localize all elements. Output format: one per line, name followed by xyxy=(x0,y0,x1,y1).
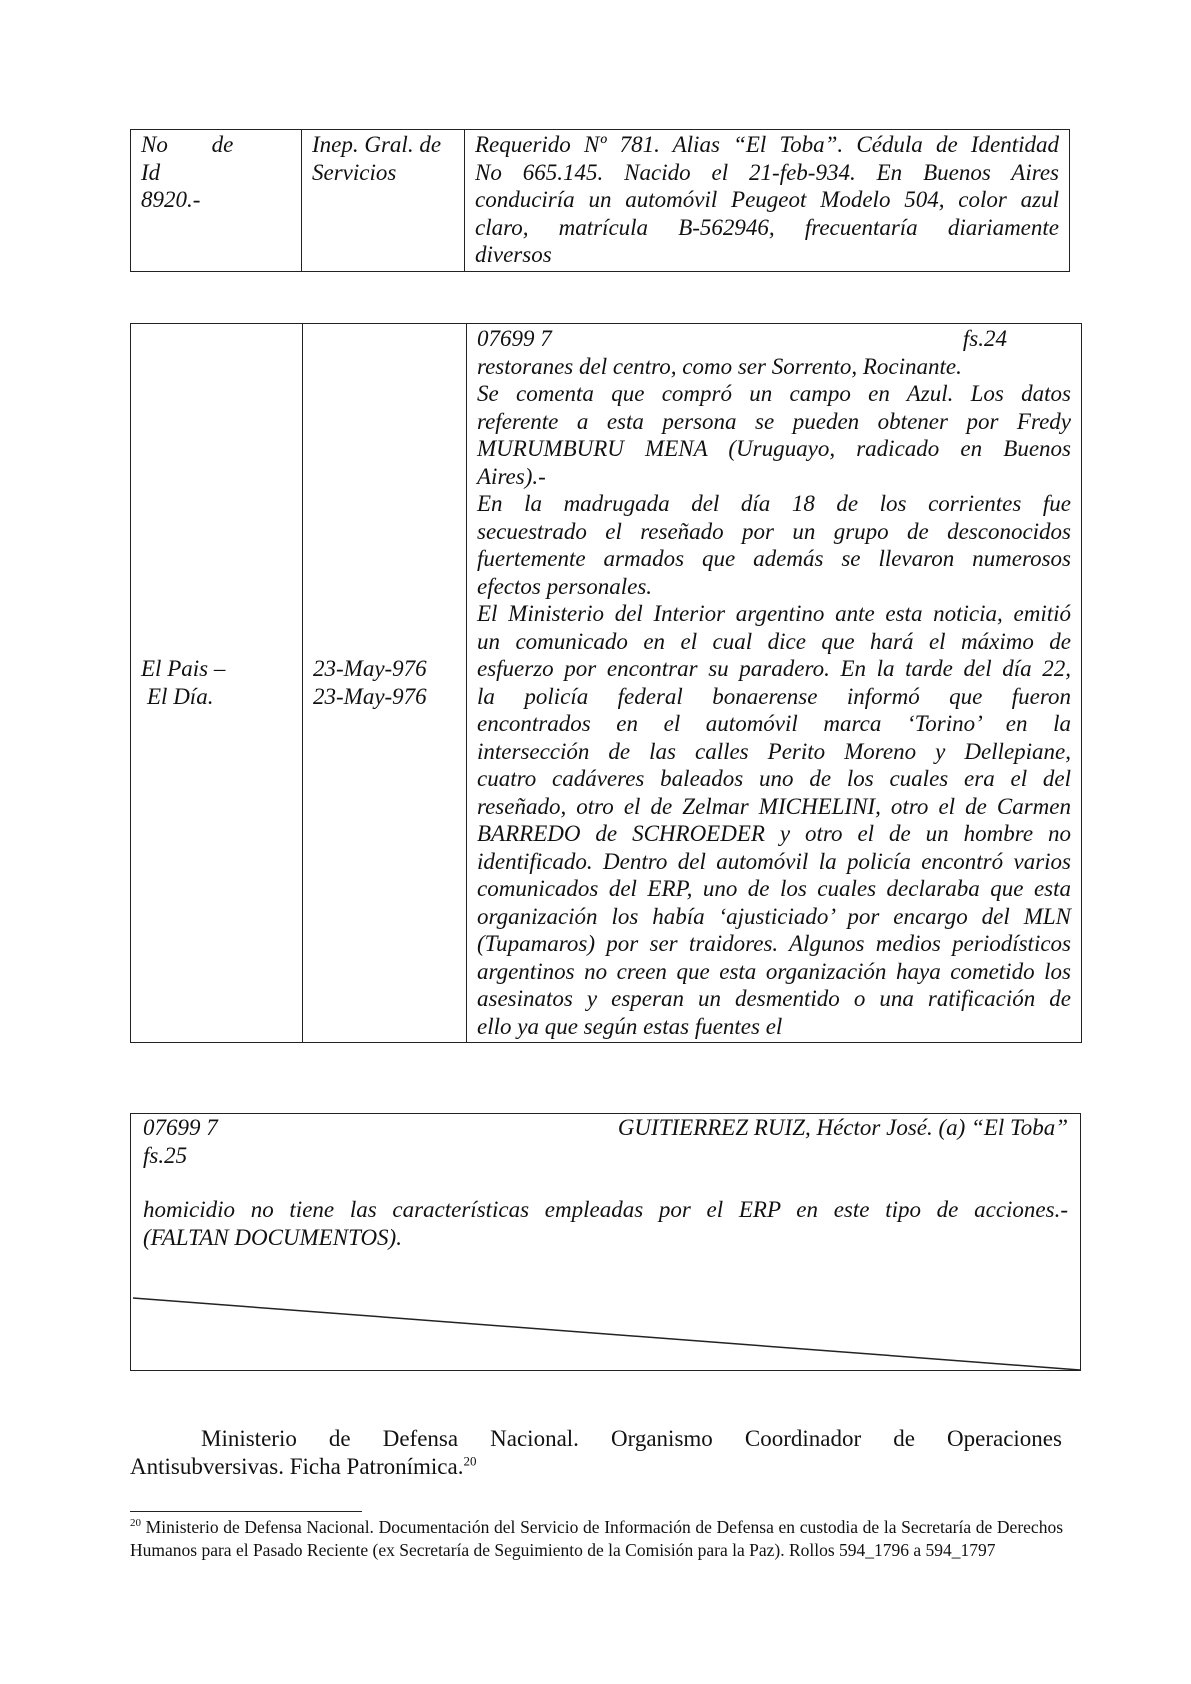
caption-word: de xyxy=(893,1426,915,1451)
id-label-text: No de Id xyxy=(141,132,234,185)
description-cell xyxy=(465,130,1070,272)
footnote-ref: 20 xyxy=(463,1453,477,1469)
record-table-2 xyxy=(130,323,1082,1043)
subject-name: GUITIERREZ RUIZ, Héctor José. (a) “El Toba” xyxy=(617,1115,1068,1140)
footnote xyxy=(130,1516,1063,1562)
table-row xyxy=(131,130,1070,272)
date-line: 23-May-976 xyxy=(313,656,427,681)
text-line: un comunicado en el cual dice que hará el máximo de xyxy=(477,628,1071,654)
continuation-box xyxy=(130,1113,1081,1371)
record-table-1 xyxy=(130,129,1070,272)
caption-word: Nacional. xyxy=(490,1426,579,1451)
blank-line xyxy=(143,1169,1068,1196)
text-line: homicidio no tiene las características empleadas por el ERP en este tipo de acciones.- xyxy=(143,1197,1068,1222)
article-cell xyxy=(467,324,1082,1043)
text-line: encontrados en el automóvil marca ‘Torino’ en la xyxy=(477,711,1071,736)
text-line: diversos xyxy=(475,242,552,267)
article-text xyxy=(477,353,1071,1041)
folio-number: fs.24 xyxy=(962,326,1007,351)
caption-line xyxy=(130,1453,1062,1481)
text-line: Requerido Nº 781. Alias “El Toba”. Cédula de Identidad xyxy=(475,132,1059,157)
caption-word: Organismo xyxy=(611,1426,713,1451)
date-line: 23-May-976 xyxy=(313,683,427,709)
folio-header xyxy=(477,325,1071,353)
text-line: ello ya que según estas fuentes el xyxy=(477,1013,783,1039)
text-line: En la madrugada del día 18 de los corrientes fue xyxy=(477,491,1071,516)
footnote-number: 20 xyxy=(130,1517,141,1530)
text-line: BARREDO de SCHROEDER y otro el de un hombre no xyxy=(477,821,1071,846)
text-line: la policía federal bonaerense informó que fueron xyxy=(477,683,1071,709)
caption-line xyxy=(130,1425,1062,1453)
caption-word: de xyxy=(328,1426,351,1451)
text-line: claro, matrícula B-562946, frecuentaría diariamente xyxy=(475,214,1059,240)
text-line: fuertemente armados que además se llevaron numerosos xyxy=(477,546,1071,571)
text-line: comunicados del ERP, uno de los cuales declaraba que esta xyxy=(477,876,1071,901)
text-line: argentinos no creen que esta organización haya cometido los xyxy=(477,958,1071,984)
text-line: organización los había ‘ajusticiado’ por encargo del MLN xyxy=(477,903,1071,929)
text-line: referente a esta persona se pueden obtener por Fredy xyxy=(477,408,1071,434)
text-line: esfuerzo por encontrar su paradero. En la tarde del día 22, xyxy=(477,656,1071,681)
text-line: secuestrado el reseñado por un grupo de desconocidos xyxy=(477,518,1071,544)
text-line: efectos personales. xyxy=(477,573,653,599)
footnote-text: Ministerio de Defensa Nacional. Documentación del Servicio de Información de Defensa en custodia de la Secretaría de Derechos Humanos para el Pasado Reciente (ex Secretaría de Seguimiento de la Comisión para la Paz). Rollos 594_1796 a 594_1797 xyxy=(130,1517,1063,1560)
source-cell xyxy=(302,130,465,272)
text-line: reseñado, otro el de Zelmar MICHELINI, otro el de Carmen xyxy=(477,793,1071,819)
date-cell xyxy=(303,324,467,1043)
text-line: asesinatos y esperan un desmentido o una ratificación de xyxy=(477,986,1071,1011)
caption-text: Antisubversivas. Ficha Patronímica. xyxy=(130,1454,464,1479)
file-code: 07699 7 xyxy=(477,326,552,351)
source-line: Inep. Gral. de xyxy=(312,132,442,157)
caption-word: Defensa xyxy=(382,1426,459,1451)
text-line: conduciría un automóvil Peugeot Modelo 504, color azul xyxy=(475,187,1059,212)
caption-word: Coordinador xyxy=(744,1426,862,1451)
text-line: Se comenta que compró un campo en Azul. Los datos xyxy=(477,381,1071,406)
text-line: intersección de las calles Perito Moreno y Dellepiane, xyxy=(477,738,1071,764)
text-line: restoranes del centro, como ser Sorrento, Rocinante. xyxy=(477,353,962,379)
folio-header xyxy=(143,1114,1068,1142)
text-line: Aires).- xyxy=(477,463,546,489)
newspaper-line: El Pais – xyxy=(141,656,226,681)
file-code: 07699 7 xyxy=(143,1115,218,1140)
text-line: (Tupamaros) por ser traidores. Algunos medios periodísticos xyxy=(477,931,1071,956)
footnote-divider xyxy=(130,1511,362,1512)
text-line: cuatro cadáveres baleados uno de los cuales era el del xyxy=(477,766,1071,791)
newspaper-cell xyxy=(131,324,303,1043)
text-line: identificado. Dentro del automóvil la policía encontró varios xyxy=(477,848,1071,874)
caption-word: Operaciones xyxy=(947,1426,1062,1451)
id-number: 8920.- xyxy=(141,187,201,212)
continuation-text xyxy=(143,1114,1068,1251)
source-line: Servicios xyxy=(312,159,397,185)
text-line: MURUMBURU MENA (Uruguayo, radicado en Buenos xyxy=(477,436,1071,461)
caption-paragraph xyxy=(130,1425,1062,1481)
table-row xyxy=(131,324,1082,1043)
folio-number: fs.25 xyxy=(143,1142,188,1168)
text-line: (FALTAN DOCUMENTOS). xyxy=(143,1224,402,1250)
text-line: El Ministerio del Interior argentino ante esta noticia, emitió xyxy=(477,601,1071,626)
caption-word: Ministerio xyxy=(201,1426,297,1451)
id-label xyxy=(141,131,291,186)
text-line: No 665.145. Nacido el 21-feb-934. En Buenos Aires xyxy=(475,159,1059,185)
newspaper-line: El Día. xyxy=(147,683,214,709)
id-cell xyxy=(131,130,302,272)
